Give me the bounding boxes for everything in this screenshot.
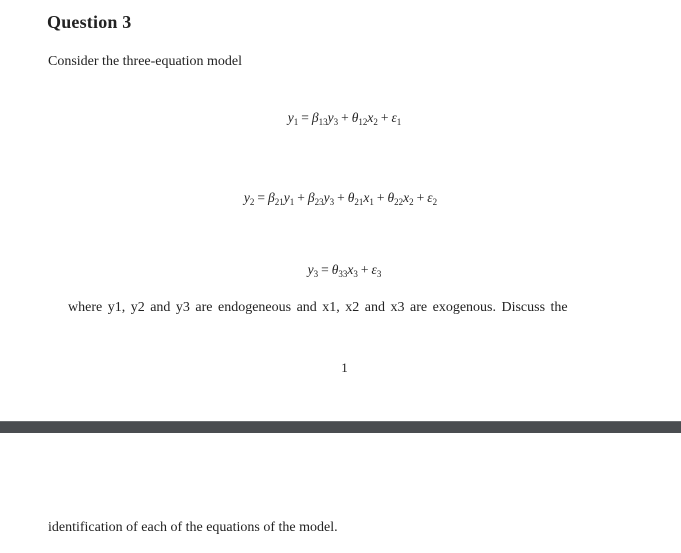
- equation-2: $y_2 = \beta_{21}y_1 + \beta_{23}y_3 + \theta_{21}x_1 + \theta_{22}x_2 + \varepsilon_2$: [243, 190, 438, 207]
- equation-3: $y_3 = \theta_{33}x_3 + \varepsilon_3$: [307, 262, 382, 279]
- intro-text: Consider the three-equation model: [48, 54, 242, 69]
- question-heading: Question 3: [47, 12, 132, 32]
- body-text-page-2: identification of each of the equations of the model.: [48, 520, 338, 535]
- page-number: 1: [341, 360, 348, 375]
- body-text-page-1: where y1, y2 and y3 are endogeneous and x1, x2 and x3 are exogenous. Discuss the: [68, 300, 568, 315]
- page-break-bar: [0, 421, 681, 433]
- equation-1: $y_1 = \beta_{13}y_3 + \theta_{12}x_2 + \varepsilon_1$: [287, 110, 402, 127]
- document-page-2: [0, 433, 681, 553]
